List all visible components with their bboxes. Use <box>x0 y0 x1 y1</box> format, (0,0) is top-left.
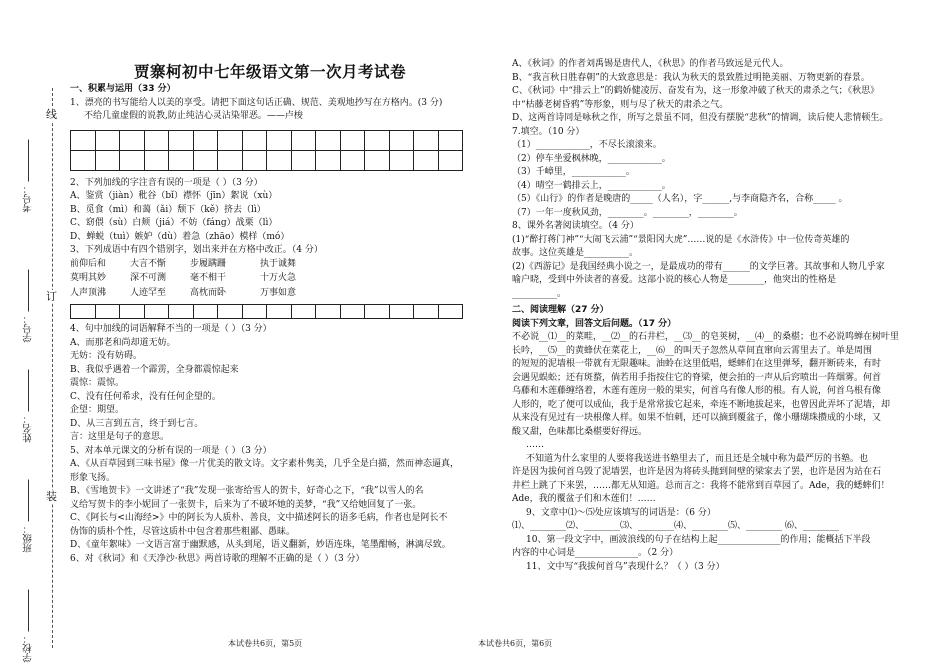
question-7: 7.填空。（10 分） <box>512 126 585 137</box>
question-8-part-1-cont: 故事。这位英雄是__________。 <box>512 248 639 258</box>
handwriting-grid[interactable] <box>70 130 463 171</box>
question-9: 9、文章中⑴～⑸处应该填写的词语是：（6 分） <box>526 507 716 518</box>
question-7-item-1: （1）____________，不尽长滚滚来。 <box>512 140 662 150</box>
question-8-part-2: (2)《西游记》是我国经典小说之一，是最成功的带有______的文学巨著。其故事和人物几乎家 <box>512 261 885 272</box>
question-10: 10、第一段文字中，画波浪线的句子在结构上起______________的作用；能概括下半段 <box>526 534 871 545</box>
idiom: 大言不惭 <box>130 258 167 269</box>
grid-cell[interactable] <box>218 151 243 171</box>
question-7-item-5: （5）《山行》的作者是晚唐的_____（人名），字______,与李商隐齐名，合称_____ 。 <box>512 194 848 204</box>
passage-line: 会遇见蜈蚣；还有斑蝥，倘若用手指按住它的脊梁，便会拍的一声从后窍喷出一阵烟雾。何首 <box>512 372 882 383</box>
grid-cell[interactable] <box>96 131 121 151</box>
idiom: 人声顶沸 <box>70 287 107 298</box>
question-5-option-b-cont: 义给写贺卡的李小妮回了一张贺卡，后来为了不破坏她的美梦，“我”又给她回复了一张。 <box>70 499 422 510</box>
question-4-option-c: C、没有任何希求，没有任何企望的。 <box>70 391 221 402</box>
question-5-option-a: A、《从百草园到三味书屋》像一片优美的散文诗。文字素朴隽美，几乎全是白描，然而神态逼真， <box>70 459 460 469</box>
question-4-option-d-gloss: 言：这里是句子的意思。 <box>70 432 170 442</box>
grid-cell[interactable] <box>120 151 145 171</box>
question-10-cont: 内容的中心词是______________。（2 分） <box>512 548 679 558</box>
question-2-option-b: B、觅食（mì）和蔼（ǎi）颓下（kě）挤去（lì） <box>70 204 266 215</box>
correction-grid[interactable] <box>70 304 463 319</box>
grid-cell[interactable] <box>267 305 292 319</box>
grid-cell[interactable] <box>267 151 292 171</box>
question-5: 5、对本单元课文的分析有误的一项是（ ）（3 分） <box>70 445 272 456</box>
student-number-field[interactable]: 学号： <box>22 270 36 343</box>
grid-cell[interactable] <box>71 131 96 151</box>
grid-cell[interactable] <box>96 305 121 319</box>
footer-page-5: 本试卷共6页，第5页 <box>228 639 303 648</box>
question-6-option-a: A、《秋词》的作者刘禹锡是唐代人，《秋思》的作者马致远是元代人。 <box>512 59 789 69</box>
question-8-part-2-cont: 喻户晓，受到中外读者的喜爱。这部小说的核心人物是________，他突出的性格是 <box>512 275 837 285</box>
grid-cell[interactable] <box>169 131 194 151</box>
passage-line: 从来没有见过有一块根像人样。如果不怕刺，还可以摘到覆盆子，像小珊瑚珠攒成的小球，又 <box>512 413 882 423</box>
question-1: 1、漂亮的书写能给人以美的享受。请把下面这句话正确、规范、美观地抄写在方格内。(3 分) <box>70 97 443 108</box>
question-6-option-c: C、《秋词》中“排云上”的鹤娇健凌厉、奋发有为，这一形象冲破了秋天的肃杀之气；《秋思》 <box>512 86 880 96</box>
question-4-option-a: A、而那老和尚却道无妨。 <box>70 337 176 348</box>
binding-mark-ding: 订 <box>46 290 57 303</box>
binding-mark-xian: 线 <box>46 108 57 121</box>
question-4-option-d: D、从三言到五言，终于到七言。 <box>70 418 204 429</box>
page-title: 贾寨柯初中七年级语文第一次月考试卷 <box>133 63 406 81</box>
passage-line: 的短短的泥墙根一带就有无限趣味。油蛉在这里低唱，蟋蟀们在这里弹琴，翻开断砖来，有时 <box>512 359 882 369</box>
school-field[interactable]: 学校： <box>22 590 36 663</box>
passage-line: 不知道为什么家里的人要将我送进书塾里去了，而且还是全城中称为最严厉的书塾。也 <box>526 453 869 464</box>
passage-line: 乌藤和木莲藤缠络着，木莲有莲房一般的果实，何首乌有像人形的根。有人说，何首乌根有像 <box>512 386 882 396</box>
grid-cell[interactable] <box>71 305 96 319</box>
question-8: 8、课外名著阅读填空。（4 分） <box>512 221 639 231</box>
grid-cell[interactable] <box>194 305 219 319</box>
grid-cell[interactable] <box>341 131 366 151</box>
idiom: 前仰后和 <box>70 258 107 269</box>
grid-cell[interactable] <box>71 151 96 171</box>
grid-cell[interactable] <box>316 305 341 319</box>
idiom: 毫不相干 <box>190 273 227 283</box>
question-6-option-b: B、“我言秋日胜春朝”的大致意思是：我认为秋天的景致胜过明艳美丽、万物更新的春景。 <box>512 72 870 83</box>
grid-cell[interactable] <box>194 131 219 151</box>
idiom: 深不可测 <box>130 273 167 283</box>
grid-cell[interactable] <box>120 305 145 319</box>
question-7-item-3: （3）千嶂里，____________。 <box>512 167 635 177</box>
binding-cut-line <box>52 88 53 648</box>
question-2-option-a: A、鉴赏（jiàn）秕谷（bǐ）襟怀（jīn）絮说（xù） <box>70 191 278 201</box>
grid-cell[interactable] <box>145 151 170 171</box>
idiom: 执于诚舞 <box>260 258 297 269</box>
idiom: 万事如意 <box>260 287 297 298</box>
grid-cell[interactable] <box>292 305 317 319</box>
idiom: 高枕而卧 <box>190 287 227 298</box>
grid-cell[interactable] <box>414 151 439 171</box>
grid-cell[interactable] <box>390 151 415 171</box>
grid-cell[interactable] <box>390 305 415 319</box>
exam-number-field[interactable]: 考号： <box>22 140 36 213</box>
idiom: 步履蹒跚 <box>190 258 227 269</box>
passage-line: 不必说__⑴__的菜畦，__⑵__的石井栏，__⑶__的皂荚树，__⑷__的桑椹；也不必说鸣蝉在树叶里 <box>512 332 900 342</box>
grid-cell[interactable] <box>243 131 268 151</box>
grid-cell[interactable] <box>243 151 268 171</box>
question-7-item-4: （4）晴空一鹤排云上，____________。 <box>512 180 671 191</box>
name-field[interactable]: 姓名： <box>22 370 36 443</box>
question-4-option-a-gloss: 无妨：没有妨碍。 <box>70 351 143 361</box>
question-4-option-b-gloss: 震惊：震惊。 <box>70 378 125 388</box>
grid-cell[interactable] <box>365 151 390 171</box>
question-5-option-b: B、《雪地贺卡》一文讲述了“我”发现一张寄给雪人的贺卡，好奇心之下，“我”以雪人的名 <box>70 486 424 496</box>
grid-cell[interactable] <box>96 151 121 171</box>
footer-page-6: 本试卷共6页，第6页 <box>478 639 553 648</box>
section-1-heading: 一、积累与运用（33 分） <box>70 84 176 94</box>
grid-cell[interactable] <box>267 131 292 151</box>
question-3: 3、下列成语中有四个错别字，划出来并在方格中改正。（4 分） <box>70 245 323 255</box>
question-1-quote: 不给几童虚假的说教,防止纯洁心灵沾染罪恶。——卢梭 <box>84 111 303 121</box>
grid-cell[interactable] <box>169 151 194 171</box>
passage-line: 许是因为拔何首乌毁了泥墙罢，也许是因为将砖头抛到间壁的梁家去了罢，也许是因为站在石 <box>512 467 882 477</box>
idiom: 十万火急 <box>260 273 297 283</box>
grid-cell[interactable] <box>341 151 366 171</box>
grid-cell[interactable] <box>390 131 415 151</box>
grid-cell[interactable] <box>439 305 464 319</box>
grid-cell[interactable] <box>365 305 390 319</box>
idiom: 人迹罕至 <box>130 287 167 298</box>
idiom-list <box>70 258 470 301</box>
question-2-option-c: C、窈偎（sù）白颊（jiá）不妨（fáng）战栗（lì） <box>70 218 278 228</box>
grid-cell[interactable] <box>194 151 219 171</box>
question-5-option-c-cont: 伪饰的质朴个性，尽管这质朴中包含着那些粗鄙、愚昧。 <box>70 526 296 537</box>
grid-cell[interactable] <box>145 305 170 319</box>
question-6-option-d: D、这两首诗同是咏秋之作，所写之景虽不同，但没有摆脱“悲秋”的情调，读后使人悲情顿生。 <box>512 113 889 123</box>
grid-cell[interactable] <box>292 131 317 151</box>
grid-cell[interactable] <box>218 305 243 319</box>
question-7-item-2: （2）停车坐爱枫林晚，____________。 <box>512 153 671 164</box>
question-4-option-c-gloss: 企望：期望。 <box>70 405 125 415</box>
question-5-option-c: C、《阿长与<山海经>》中的阿长为人质朴、善良，文中描述阿长的语多毛病，作者也是阿长不 <box>70 513 448 523</box>
passage-line: 长吟，__⑸__的黄蜂伏在菜花上，__⑹__的叫天子忽然从草间直窜向云霄里去了。单是周围 <box>512 345 873 356</box>
question-6: 6、对《秋词》和《天净沙·秋思》两首诗歌的理解不正确的是（ ）（3 分） <box>70 553 365 564</box>
question-2: 2、下列加线的字注音有误的一项是（ ）（3 分） <box>70 177 263 188</box>
grid-cell[interactable] <box>120 131 145 151</box>
grid-cell[interactable] <box>414 131 439 151</box>
question-5-option-a-cont: 形象飞扬。 <box>70 472 116 483</box>
binding-mark-zhuang: 装 <box>46 490 57 503</box>
grid-cell[interactable] <box>439 151 464 171</box>
grid-cell[interactable] <box>341 305 366 319</box>
grid-cell[interactable] <box>169 305 194 319</box>
grid-cell[interactable] <box>316 131 341 151</box>
grid-cell[interactable] <box>414 305 439 319</box>
grid-cell[interactable] <box>243 305 268 319</box>
section-2-heading: 二、阅读理解（27 分） <box>512 305 609 315</box>
question-4-option-b: B、我似乎遇着一个霹雳，全身都震惊起来 <box>70 364 239 375</box>
passage-line: 井栏上跳了下来罢，……都无从知道。总而言之：我将不能常到百草园了。Ade，我的蟋蟀们！ <box>512 480 890 491</box>
grid-cell[interactable] <box>439 131 464 151</box>
reading-instruction: 阅读下列文章，回答文后问题。（17 分） <box>512 318 677 329</box>
binding-margin <box>0 0 62 671</box>
grid-cell[interactable] <box>218 131 243 151</box>
left-column <box>70 83 470 566</box>
question-6-option-c-cont: 中“枯藤老树昏鸦”等形象，则与尽了秋天的肃杀之气。 <box>512 99 729 110</box>
idiom: 莫明其妙 <box>70 273 107 283</box>
question-11: 11、文中写“我拔何首乌”表现什么？（ ）（3 分） <box>526 561 725 572</box>
question-7-item-7: （7）一年一度秋风劲，________。________，________。 <box>512 207 743 218</box>
question-4: 4、句中加线的词语解释不当的一项是（ ）（3 分） <box>70 324 272 334</box>
grid-cell[interactable] <box>316 151 341 171</box>
question-2-option-d: D、蝉蜕（tuì）嫉妒（dù）着急（zhāo）模样（mó） <box>70 231 290 242</box>
question-9-blanks: ⑴、________⑵、________⑶、________⑷、________⑸、________ ⑹、________ <box>512 521 839 531</box>
passage-line: 酸又甜，色味都比桑椹要好得远。 <box>512 426 648 437</box>
grid-cell[interactable] <box>145 131 170 151</box>
right-column <box>512 58 912 574</box>
class-field[interactable]: 班级： <box>22 480 36 553</box>
passage-ellipsis: …… <box>526 440 544 450</box>
question-8-part-1: (1)“醉打蒋门神”“大闹飞云浦”“景阳冈大虎”……说的是《水浒传》中一位传奇英雄的 <box>512 234 850 245</box>
grid-cell[interactable] <box>365 131 390 151</box>
passage-line: 人形的，吃了便可以成仙，我于是常常拔它起来，牵连不断地拔起来，也曾因此弄坏了泥墙，却 <box>512 399 891 410</box>
question-8-part-2-end: __________。 <box>512 288 567 299</box>
question-5-option-d: D、《童年絮味》一文语言富于幽默感，从头到尾，语义翻新，妙语连珠，笔墨酣畅，淋漓尽致。 <box>70 540 451 550</box>
grid-cell[interactable] <box>292 151 317 171</box>
passage-line: Ade，我的覆盆子们和木莲们！…… <box>512 494 656 504</box>
